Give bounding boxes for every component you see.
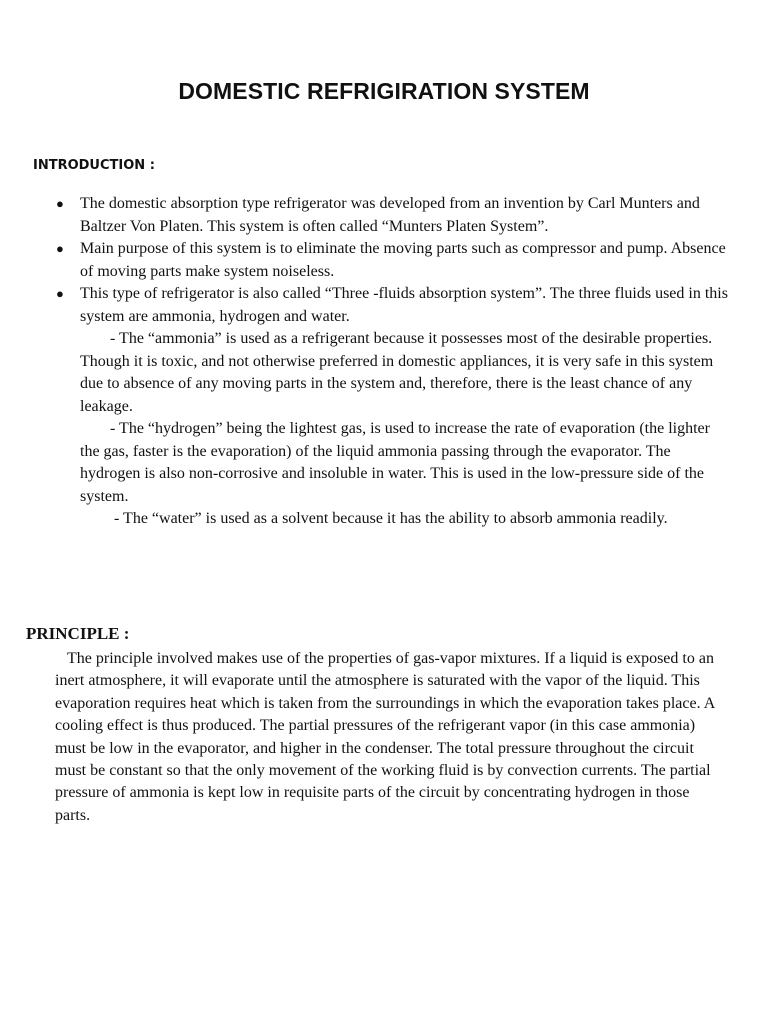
bullet-text: This type of refrigerator is also called “Three -fluids absorption system”. The three fluids used in this system are ammonia, hydrogen and water. (80, 285, 728, 325)
principle-paragraph: The principle involved makes use of the properties of gas-vapor mixtures. If a liquid is exposed to an inert atmosphere, it will evaporate until the atmosphere is saturated with the vapor of the liquid. This evaporation requires heat which is taken from the surroundings in which the evaporation takes place. A cooling effect is thus produced. The partial pressures of the refrigerant vapor (in this case ammonia) must be low in the evaporator, and higher in the condenser. The total pressure throughout the circuit must be constant so that the only movement of the working fluid is by convection currents. The partial pressure of ammonia is kept low in requisite parts of the circuit by concentrating hydrogen in those parts. (55, 650, 715, 824)
bullet-icon: ● (56, 196, 64, 211)
bullet-icon: ● (56, 241, 64, 256)
bullet-item-three-fluids (50, 283, 730, 531)
introduction-heading: INTRODUCTION : (33, 158, 155, 173)
fluid-water-lead: - The “water” is used as a solvent because it has the ability to absorb ammonia (114, 510, 617, 527)
fluid-hydrogen-paragraph (80, 418, 730, 508)
bullet-text: The domestic absorption type refrigerator was developed from an invention by Carl Munters and Baltzer Von Platen. This system is often called “Munters Platen System”. (80, 195, 700, 235)
bullet-item-inventors (50, 193, 730, 238)
principle-heading: PRINCIPLE : (26, 624, 130, 643)
bullet-icon: ● (56, 286, 64, 301)
fluid-hydrogen-text: (the lighter the gas, faster is the evaporation) of the liquid ammonia passing through the evaporator. The hydrogen is also non-corrosive and insoluble in water. This is used in the low-pressure side of the system. (80, 420, 710, 505)
fluid-ammonia-lead: - The “ammonia” is used as a refrigerant because it possesses most of the desirable (110, 330, 641, 347)
fluid-water-paragraph (80, 508, 730, 531)
fluid-hydrogen-lead: - The “hydrogen” being the lightest gas, is used to increase the rate of evaporation (110, 420, 636, 437)
bullet-item-purpose (50, 238, 730, 283)
document-title: DOMESTIC REFRIGIRATION SYSTEM (178, 78, 590, 104)
bullet-text: Main purpose of this system is to eliminate the moving parts such as compressor and pump. Absence of moving parts make system noiseless. (80, 240, 726, 280)
introduction-bullet-list (50, 193, 730, 531)
fluid-water-text: readily. (620, 510, 668, 527)
fluid-ammonia-text: properties. Though it is toxic, and not otherwise preferred in domestic appliances, it is very safe in this system due to absence of any moving parts in the system and, therefore, there is the least chance of any leakage. (80, 330, 714, 415)
fluid-ammonia-paragraph (80, 328, 730, 418)
